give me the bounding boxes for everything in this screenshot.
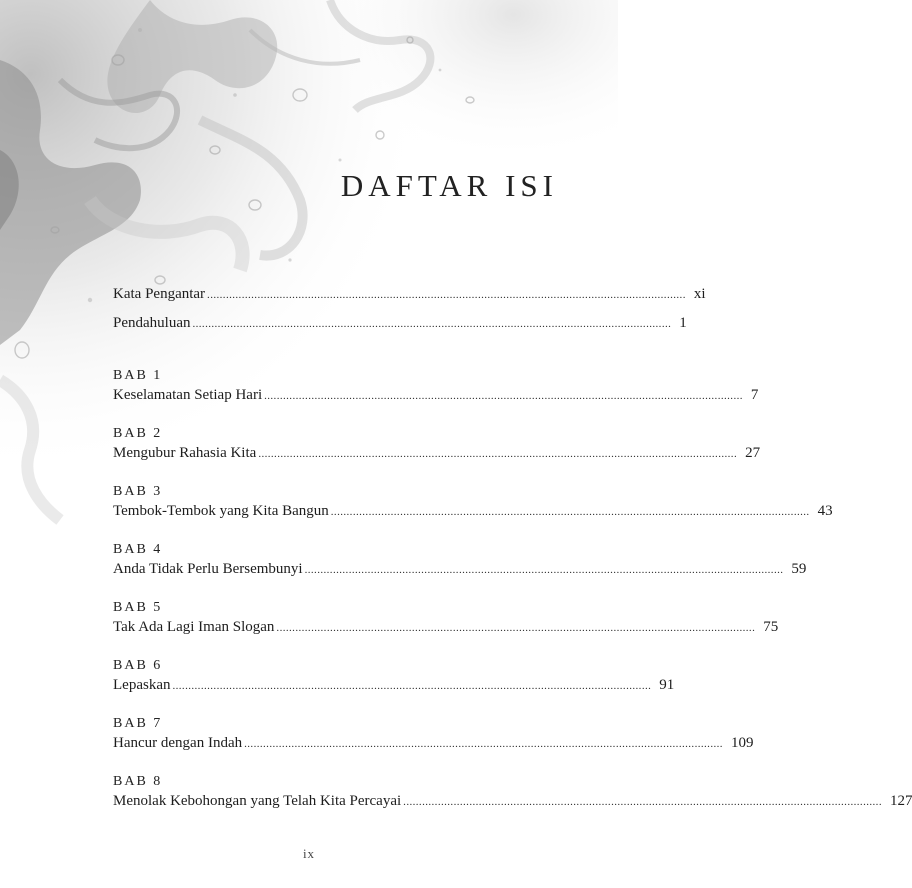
toc-entry-kata-pengantar[interactable] (113, 286, 706, 315)
toc-page-number: 1 (679, 315, 687, 331)
chapter-title: Mengubur Rahasia Kita (113, 445, 257, 461)
chapter-number: BAB 5 (113, 600, 163, 615)
toc-chapter-3 (113, 481, 833, 539)
dot-leader: ........................................................................................................................................................ (403, 796, 882, 808)
dot-leader: ........................................................................................................................................................ (172, 680, 652, 692)
toc-page-number: 59 (791, 561, 807, 577)
toc-page-number: 7 (750, 387, 759, 403)
page-folio: ix (302, 846, 316, 861)
chapter-title: Hancur dengan Indah (113, 735, 243, 751)
toc-chapter-5 (113, 597, 779, 655)
chapter-number: BAB 7 (113, 716, 163, 731)
dot-leader: ........................................................................................................................................................ (330, 506, 810, 518)
toc-chapter-7 (113, 713, 754, 771)
toc-entry-label: Pendahuluan (113, 315, 191, 331)
toc-entry-chapter[interactable] (113, 561, 807, 597)
toc-page-number: 109 (730, 735, 754, 751)
chapter-title: Tembok-Tembok yang Kita Bangun (113, 503, 329, 519)
toc-chapter-1 (113, 365, 759, 423)
toc-entry-chapter[interactable] (113, 445, 761, 481)
toc-page-number: 75 (763, 619, 779, 635)
toc-entry-chapter[interactable] (113, 677, 675, 713)
toc-chapter-6 (113, 655, 675, 713)
toc-chapter-2 (113, 423, 761, 481)
chapter-title: Tak Ada Lagi Iman Slogan (113, 619, 275, 635)
toc-chapter-4 (113, 539, 807, 597)
toc-entry-chapter[interactable] (113, 735, 754, 771)
chapter-number: BAB 2 (113, 426, 163, 441)
chapter-number: BAB 3 (113, 484, 163, 499)
chapter-title: Anda Tidak Perlu Bersembunyi (113, 561, 303, 577)
toc-page-number: xi (693, 286, 706, 302)
toc-entry-chapter[interactable] (113, 793, 912, 829)
dot-leader: ........................................................................................................................................................ (304, 564, 784, 576)
dot-leader: ........................................................................................................................................................ (258, 448, 738, 460)
chapter-title: Lepaskan (113, 677, 171, 693)
toc-entry-chapter[interactable] (113, 387, 759, 423)
toc-page-number: 43 (817, 503, 833, 519)
chapter-title: Menolak Kebohongan yang Telah Kita Percayai (113, 793, 402, 809)
toc-page-number: 127 (889, 793, 912, 809)
page-title: DAFTAR ISI (340, 168, 558, 203)
toc-page-number: 27 (745, 445, 761, 461)
dot-leader: ........................................................................................................................................................ (244, 738, 723, 750)
chapter-number: BAB 6 (113, 658, 163, 673)
dot-leader: ........................................................................................................................................................ (264, 390, 743, 402)
toc-entry-chapter[interactable] (113, 503, 833, 539)
toc-entry-chapter[interactable] (113, 619, 779, 655)
dot-leader: ........................................................................................................................................................ (276, 622, 756, 634)
chapter-number: BAB 4 (113, 542, 163, 557)
chapter-number: BAB 8 (113, 774, 163, 789)
toc-page-number: 91 (659, 677, 675, 693)
chapter-number: BAB 1 (113, 368, 163, 383)
chapter-title: Keselamatan Setiap Hari (113, 387, 263, 403)
toc-chapter-8 (113, 771, 912, 829)
table-of-contents (113, 286, 912, 829)
dot-leader: ........................................................................................................................................................ (192, 318, 672, 330)
dot-leader: ........................................................................................................................................................ (207, 289, 686, 301)
toc-entry-pendahuluan[interactable] (113, 315, 687, 344)
toc-entry-label: Kata Pengantar (113, 286, 206, 302)
